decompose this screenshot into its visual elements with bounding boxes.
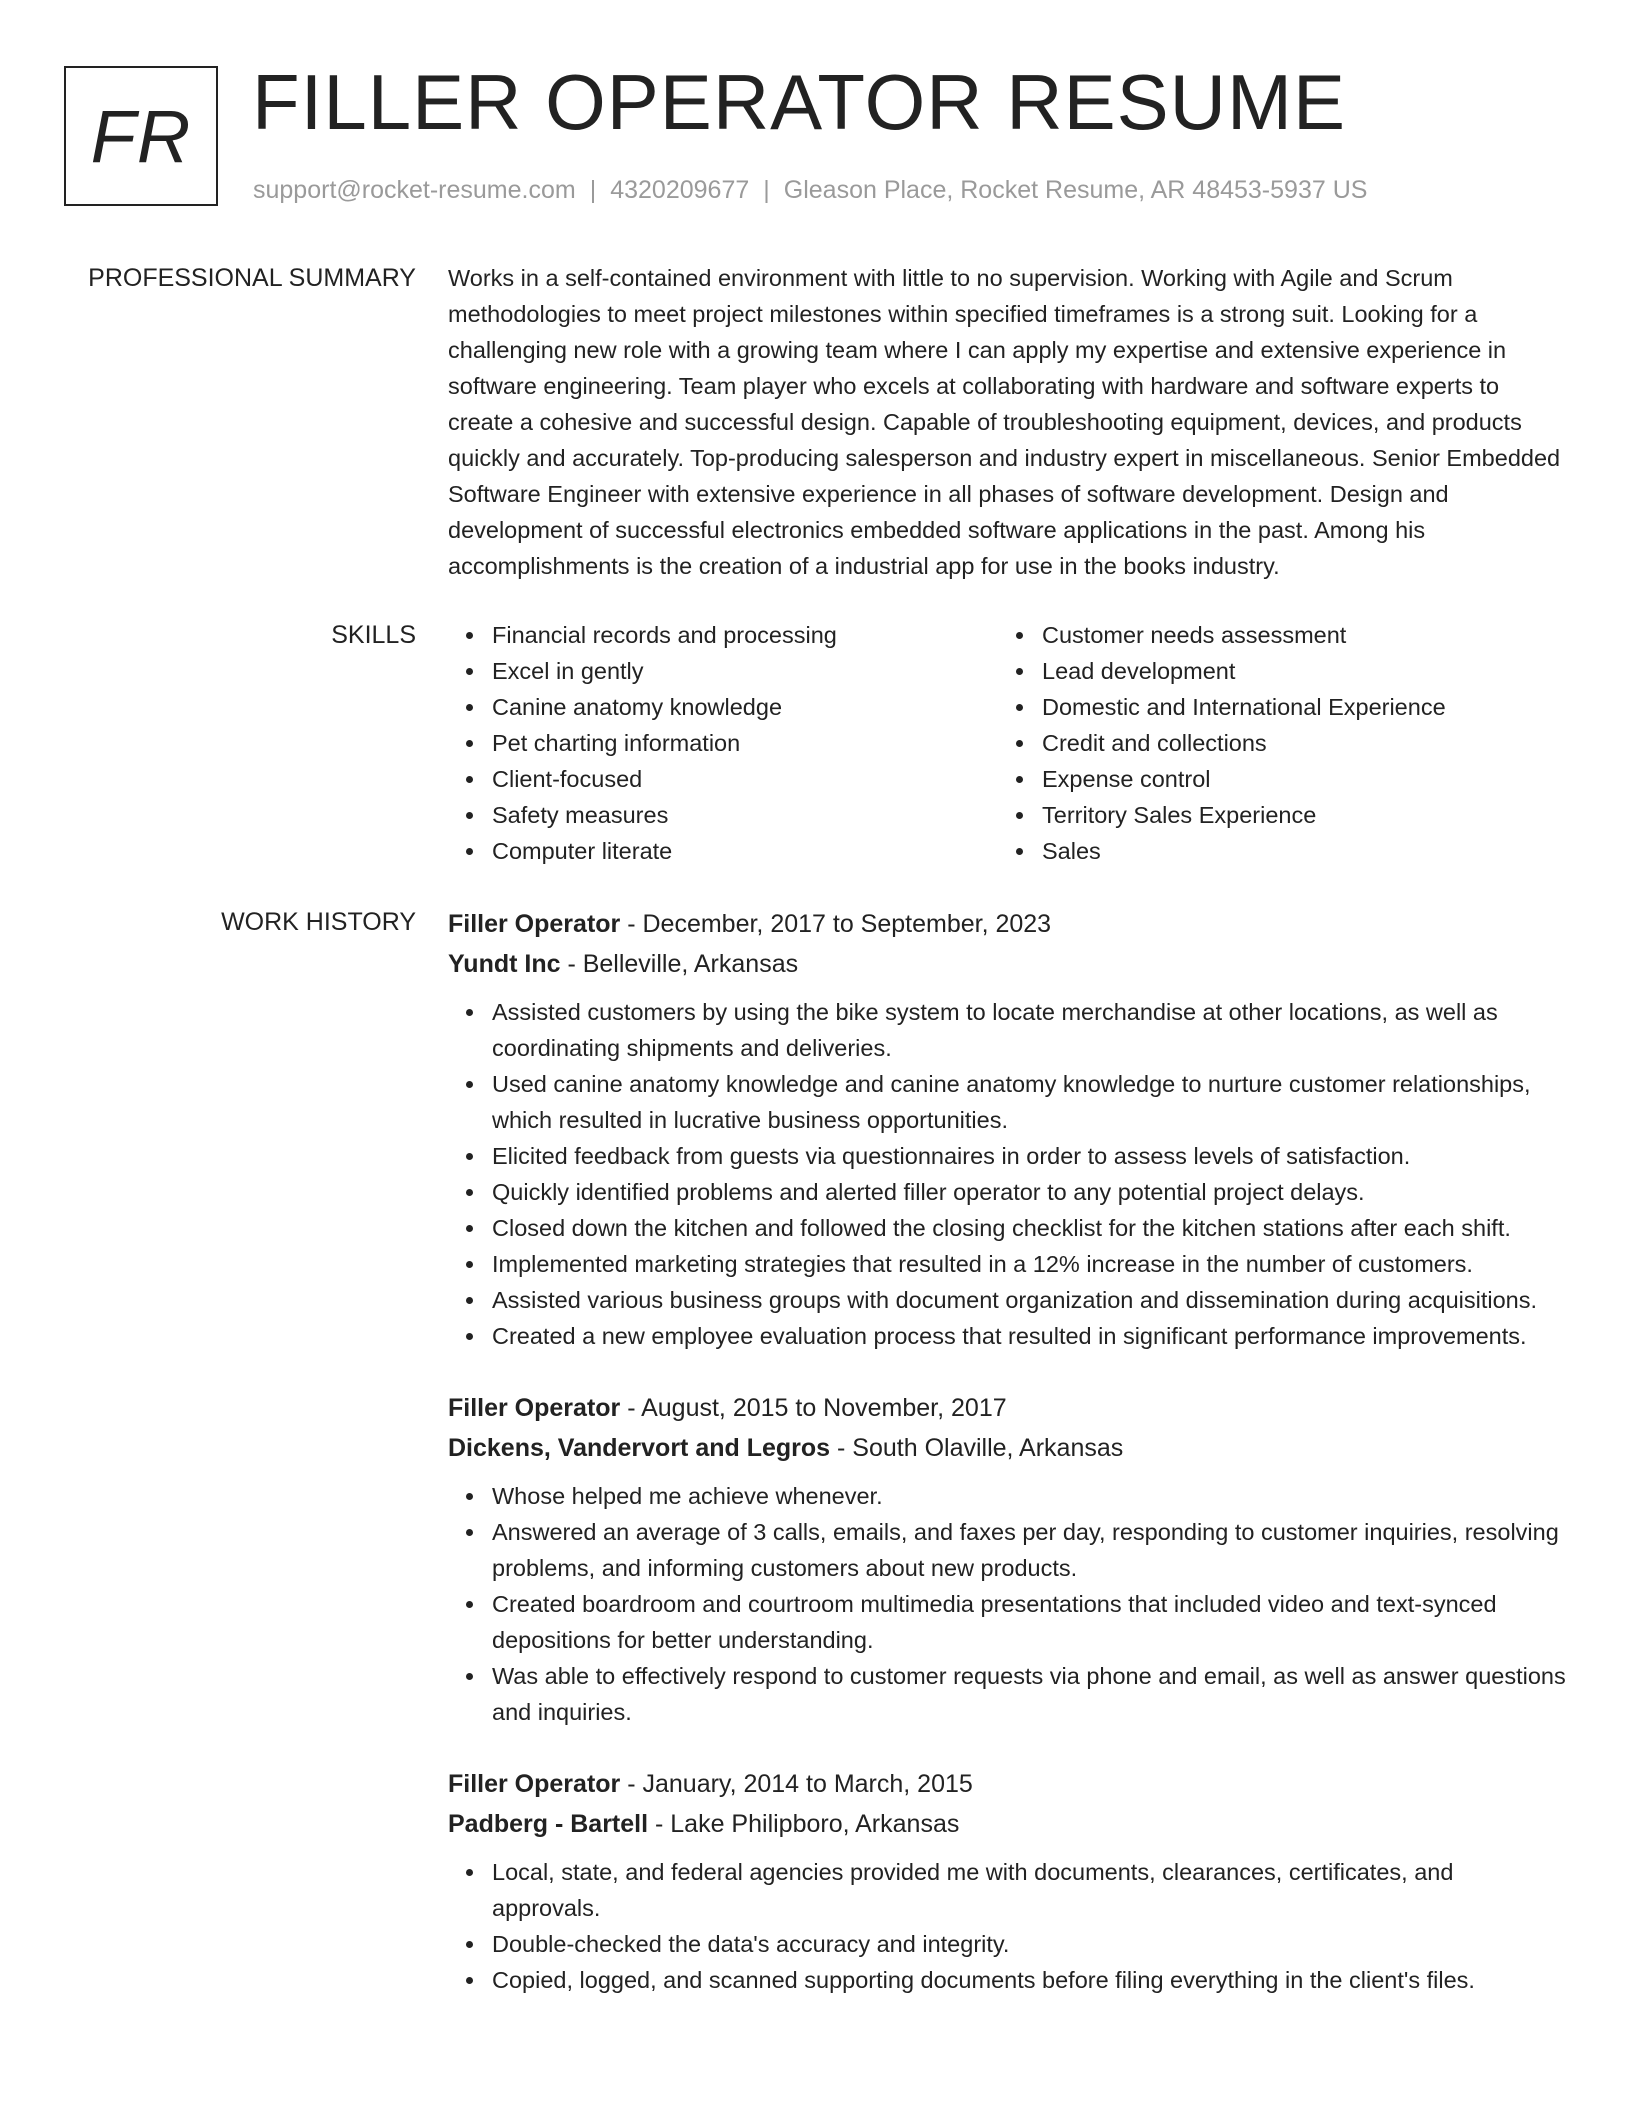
job-title: Filler Operator [448, 1394, 621, 1422]
skills-heading: SKILLS [331, 621, 416, 649]
job-bullet: Was able to effectively respond to customer requests via phone and email, as well as answer questions and inquiries. [492, 1658, 1568, 1730]
job-title-line [448, 1764, 1568, 1804]
job-title: Filler Operator [448, 910, 621, 938]
skill-item: Expense control [1042, 761, 1548, 797]
job-company-line [448, 1804, 1568, 1844]
job-location: - South Olaville, Arkansas [830, 1434, 1124, 1462]
skill-item: Excel in gently [492, 653, 998, 689]
job-bullets [448, 994, 1568, 1354]
skill-item: Client-focused [492, 761, 998, 797]
monogram-badge [64, 66, 218, 206]
work-history-heading: WORK HISTORY [221, 908, 416, 936]
work-history-body [448, 904, 1568, 2032]
skills-body [448, 617, 1568, 869]
job-title: Filler Operator [448, 1770, 621, 1798]
job-company: Dickens, Vandervort and Legros [448, 1434, 831, 1462]
job-bullet: Assisted customers by using the bike system to locate merchandise at other locations, as well as coordinating shipments and deliveries. [492, 994, 1568, 1066]
job-bullet: Answered an average of 3 calls, emails, and faxes per day, responding to customer inquiries, resolving problems, and informing customers about new products. [492, 1514, 1568, 1586]
job-bullet: Used canine anatomy knowledge and canine anatomy knowledge to nurture customer relationships, which resulted in lucrative business opportunities. [492, 1066, 1568, 1138]
skill-item: Territory Sales Experience [1042, 797, 1548, 833]
job-bullet: Quickly identified problems and alerted filler operator to any potential project delays. [492, 1174, 1568, 1210]
contact-separator: | [763, 176, 770, 204]
contact-phone: 4320209677 [610, 176, 750, 204]
job-bullet: Created a new employee evaluation process that resulted in significant performance improvements. [492, 1318, 1568, 1354]
job-entry [448, 904, 1568, 1354]
job-entry [448, 1764, 1568, 1998]
skill-item: Sales [1042, 833, 1548, 869]
contact-line [253, 175, 1367, 205]
contact-email: support@rocket-resume.com [253, 176, 576, 204]
skills-list-right [998, 617, 1548, 869]
job-dates: - December, 2017 to September, 2023 [620, 910, 1052, 938]
skill-item: Computer literate [492, 833, 998, 869]
job-bullet: Closed down the kitchen and followed the closing checklist for the kitchen stations after each shift. [492, 1210, 1568, 1246]
job-location: - Belleville, Arkansas [560, 950, 799, 978]
skills-list-left [448, 617, 998, 869]
summary-heading: PROFESSIONAL SUMMARY [88, 264, 416, 292]
resume-title: FILLER OPERATOR RESUME [252, 58, 1347, 146]
job-company: Yundt Inc [448, 950, 561, 978]
skill-item: Domestic and International Experience [1042, 689, 1548, 725]
job-entry [448, 1388, 1568, 1730]
job-bullet: Assisted various business groups with document organization and dissemination during acquisitions. [492, 1282, 1568, 1318]
job-company-line [448, 944, 1568, 984]
job-bullet: Double-checked the data's accuracy and integrity. [492, 1926, 1568, 1962]
contact-address: Gleason Place, Rocket Resume, AR 48453-5937 US [783, 176, 1368, 204]
job-bullet: Whose helped me achieve whenever. [492, 1478, 1568, 1514]
contact-separator: | [589, 176, 597, 204]
skill-item: Pet charting information [492, 725, 998, 761]
job-title-line [448, 1388, 1568, 1428]
skill-item: Safety measures [492, 797, 998, 833]
job-bullet: Elicited feedback from guests via questionnaires in order to assess levels of satisfaction. [492, 1138, 1568, 1174]
job-bullet: Local, state, and federal agencies provided me with documents, clearances, certificates, and approvals. [492, 1854, 1568, 1926]
job-bullets [448, 1854, 1568, 1998]
summary-body [448, 260, 1568, 584]
skill-item: Financial records and processing [492, 617, 998, 653]
job-bullets [448, 1478, 1568, 1730]
summary-text: Works in a self-contained environment with little to no supervision. Working with Agile and Scrum methodologies to meet project milestones within specified timeframes is a strong suit. Looking for a challenging new role with a growing team where I can apply my expertise and extensive experience in software engineering. Team player who excels at collaborating with hardware and software experts to create a cohesive and successful design. Capable of troubleshooting equipment, devices, and products quickly and accurately. Top-producing salesperson and industry expert in miscellaneous. Senior Embedded Software Engineer with extensive experience in all phases of software development. Design and development of successful electronics embedded software applications in the past. Among his accomplishments is the creation of a industrial app for use in the books industry. [448, 265, 1561, 579]
job-bullet: Copied, logged, and scanned supporting documents before filing everything in the client's files. [492, 1962, 1568, 1998]
skill-item: Customer needs assessment [1042, 617, 1548, 653]
job-title-line [448, 904, 1568, 944]
job-company-line [448, 1428, 1568, 1468]
skill-item: Canine anatomy knowledge [492, 689, 998, 725]
job-dates: - January, 2014 to March, 2015 [620, 1770, 973, 1798]
job-bullet: Implemented marketing strategies that resulted in a 12% increase in the number of customers. [492, 1246, 1568, 1282]
job-company: Padberg - Bartell [448, 1810, 649, 1838]
job-dates: - August, 2015 to November, 2017 [620, 1394, 1007, 1422]
monogram-initials: FR [90, 94, 192, 178]
job-bullet: Created boardroom and courtroom multimedia presentations that included video and text-synced depositions for better understanding. [492, 1586, 1568, 1658]
skill-item: Lead development [1042, 653, 1548, 689]
skill-item: Credit and collections [1042, 725, 1548, 761]
skills-columns [448, 617, 1568, 869]
job-location: - Lake Philipboro, Arkansas [648, 1810, 960, 1838]
